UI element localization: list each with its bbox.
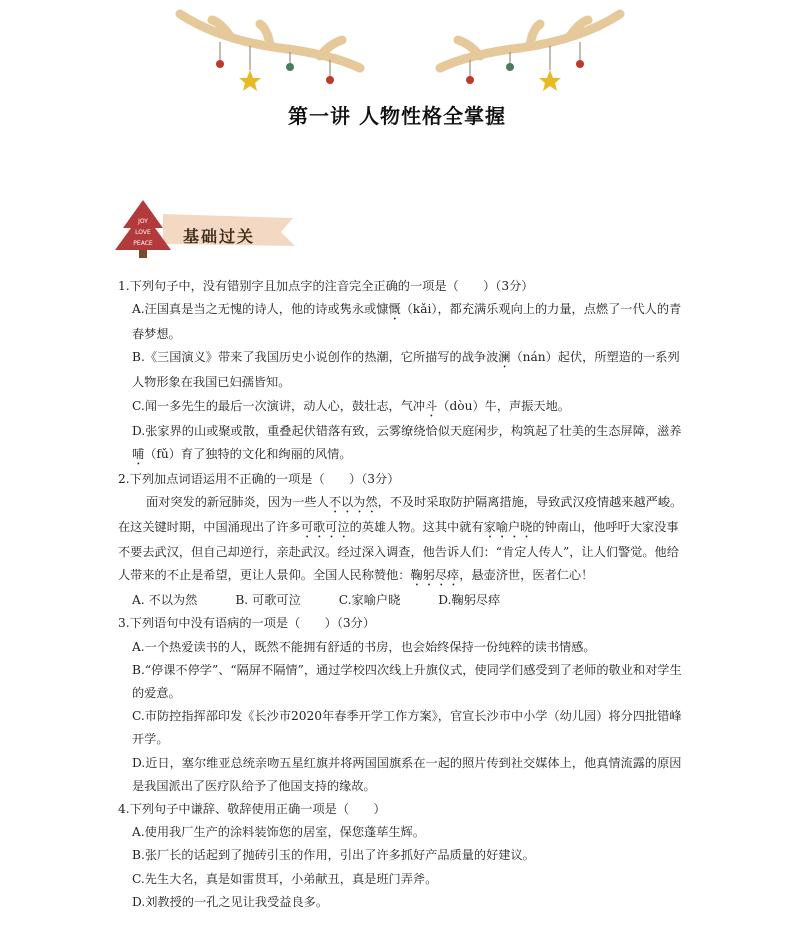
question-1-option-c [118,395,688,420]
q2-choice-c: C.家喻户晓 [338,593,401,608]
q2-choice-b: B. 可歌可泣 [235,593,301,608]
question-1-stem: 1.下列句子中，没有错别字且加点字的注音完全正确的一项是（ ）（3分） [118,279,534,293]
q2-dotted-4: 鞠躬尽瘁 [410,568,460,583]
q1a-text-2: （kǎi），都充满乐观向上的力量，点燃了一代人的青春梦想。 [132,302,682,342]
q2-dotted-1: 不以为然 [328,495,378,510]
q1a-text-1: A.汪国真是当之无愧的诗人，他的诗或隽永或慷 [132,302,389,317]
question-1-option-a [118,298,688,346]
q2-choice-a: A. 不以为然 [132,593,198,608]
q1b-text-1: B.《三国演义》带来了我国历史小说创作的热潮，它所描写的战争波 [132,350,499,365]
question-4-stem: 4.下列句子中谦辞、敬辞使用正确一项是（ ） [118,802,386,817]
q2-para-2: ，不及时采取防护隔离措施，导致武汉疫情越来越严峻。在这关键时期，中国涌现出了许多 [118,495,683,535]
q2-para-3: 的英雄人物。这其中就有 [349,520,484,535]
question-4-option-c: C.先生大名，真是如雷贯耳，小弟献丑，真是班门弄斧。 [132,871,438,886]
q1d-text-2: （fǔ）育了独特的文化和绚丽的风情。 [144,446,352,461]
question-3-stem: 3.下列语句中没有语病的一项是（ ）（3分） [118,616,376,631]
question-2-stem: 2.下列加点词语运用不正确的一项是（ ）（3分） [118,471,400,486]
question-3-option-c: C.市防控指挥部印发《长沙市2020年春季开学工作方案》，官宣长沙市中小学（幼儿园）将分四批错峰开学。 [132,709,682,747]
question-1-option-d [118,420,688,468]
q1c-dotted-char: 斗 [425,398,438,413]
q2-dotted-2: 可歌可泣 [300,520,350,535]
q2-dotted-3: 家喻户晓 [483,520,533,535]
q2-para-1: 面对突发的新冠肺炎，因为一些人 [146,495,329,510]
q1b-text-2: （nán）起伏，所塑造的一系列人物形象在我国已妇孺皆知。 [132,350,680,390]
q1c-text-1: C.闻一多先生的最后一次演讲，动人心，鼓壮志，气冲 [132,398,426,413]
q2-choice-d: D.鞠躬尽瘁 [438,593,501,608]
question-2-choices [118,589,688,612]
question-4-option-d: D.刘教授的一孔之见让我受益良多。 [132,894,329,909]
question-3-option-a: A.一个热爱读书的人，既然不能拥有舒适的书房，也会始终保持一份纯粹的读书情感。 [132,639,596,654]
question-3-option-d: D.近日，塞尔维亚总统亲吻五星红旗并将两国国旗系在一起的照片传到社交媒体上，他真情流露的原因是我国派出了医疗队给予了他国支持的缘故。 [132,755,682,793]
q1d-dotted-char: 哺 [132,446,145,461]
q1c-text-2: （dòu）牛，声振天地。 [437,398,570,413]
question-1-option-b [118,346,688,394]
question-4-option-a: A.使用我厂生产的涂料装饰您的居室，保您蓬荜生辉。 [132,825,425,840]
tree-word-peace: PEACE [133,240,153,247]
question-4-option-b: B.张厂长的话起到了抛砖引玉的作用，引出了许多抓好产品质量的好建议。 [132,848,535,863]
tree-word-joy: JOY [138,218,148,225]
q1a-dotted-char: 慨 [388,302,401,317]
q2-para-5: ，悬壶济世，医者仁心！ [459,568,594,583]
q1d-text-1: D.张家界的山或聚或散，重叠起伏错落有致，云雾缭绕恰似天庭闲步，构筑起了壮美的生态屏障，滋养 [132,423,682,438]
antler-garland-decoration [160,0,640,100]
page-title: 第一讲 人物性格全掌握 [288,104,506,128]
tree-word-love: LOVE [135,229,151,236]
exercise-content [118,275,688,914]
q1b-dotted-char: 澜 [498,350,511,365]
question-2-passage [118,491,688,589]
q2-para-4: 的钟南山，他呼吁大家没事不要去武汉，但自己却逆行，亲赴武汉。经过深入调查，他告诉人们：“肯定人传人”，让人们警觉。他给人带来的不止是希望，更让人景仰。全国人民称赞他： [118,520,679,583]
question-3-option-b: B.“停课不停学”、“隔屏不隔情”，通过学校四次线上升旗仪式，使同学们感受到了老师的敬业和对学生的爱意。 [132,662,682,701]
section-label: 基础过关 [183,227,256,246]
